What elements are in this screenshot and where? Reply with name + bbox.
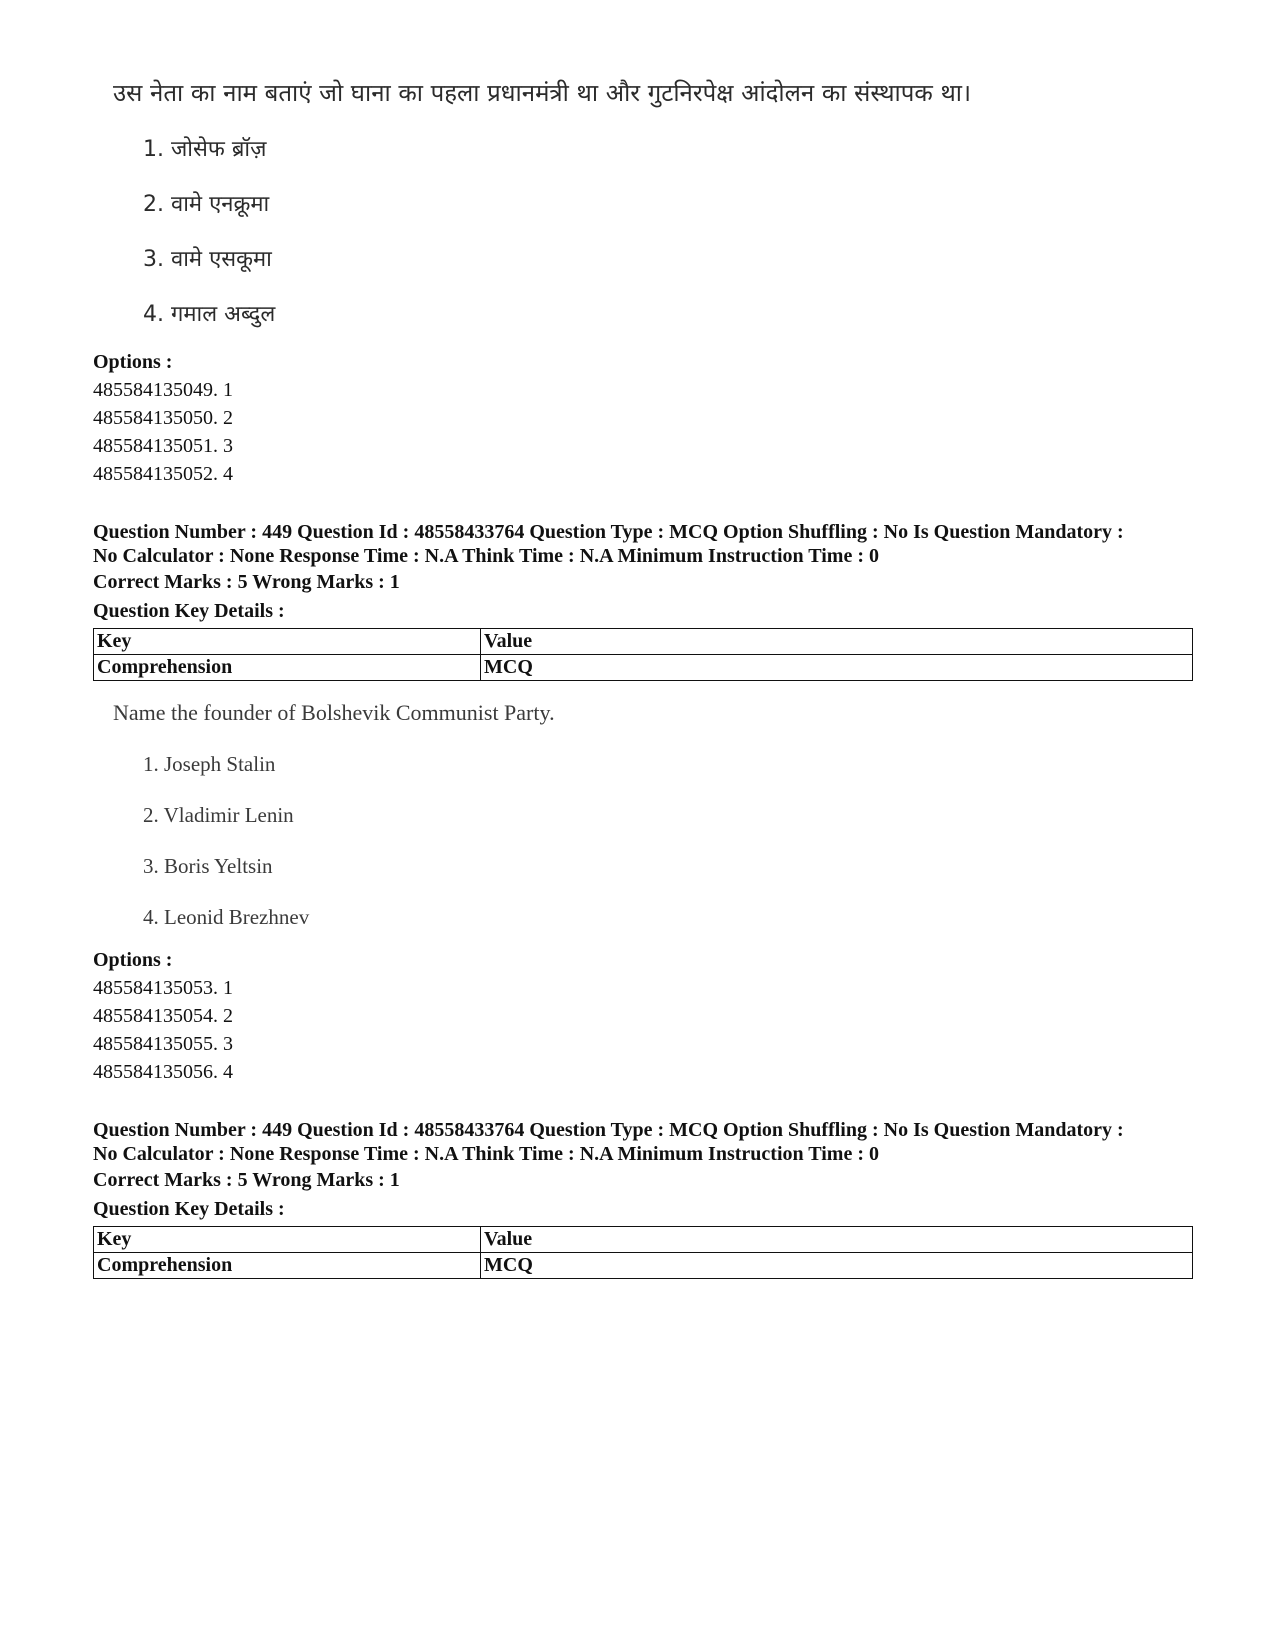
- cell-value: MCQ: [481, 655, 1193, 681]
- choice-1: 1. Joseph Stalin: [143, 752, 276, 776]
- marks-line: Correct Marks : 5 Wrong Marks : 1: [93, 571, 400, 593]
- option-line: 485584135053. 1: [93, 977, 233, 999]
- options-list-b: [93, 946, 1193, 1086]
- option-line: 485584135056. 4: [93, 1061, 233, 1083]
- choice-3: 3. वामे एसकूमा: [143, 247, 272, 272]
- key-details-title: Question Key Details :: [93, 600, 285, 622]
- choice-1: 1. जोसेफ ब्रॉज़: [143, 137, 267, 162]
- option-line: 485584135054. 2: [93, 1005, 233, 1027]
- meta-line-1: Question Number : 449 Question Id : 48558433764 Question Type : MCQ Option Shuffling : No Is Question Mandatory :: [93, 1119, 1124, 1141]
- key-details-title: Question Key Details :: [93, 1198, 285, 1220]
- question-meta-1: [93, 520, 1193, 681]
- question-meta-2: [93, 1118, 1193, 1279]
- meta-line-2: No Calculator : None Response Time : N.A Think Time : N.A Minimum Instruction Time : 0: [93, 1143, 879, 1165]
- question-stem: Name the founder of Bolshevik Communist Party.: [113, 700, 555, 725]
- header-value: Value: [481, 629, 1193, 655]
- option-line: 485584135055. 3: [93, 1033, 233, 1055]
- option-line: 485584135050. 2: [93, 407, 233, 429]
- table-row: [94, 1253, 1193, 1279]
- table-header-row: [94, 629, 1193, 655]
- choice-3: 3. Boris Yeltsin: [143, 854, 273, 878]
- choice-2: 2. वामे एनक्रूमा: [143, 192, 270, 217]
- marks-line: Correct Marks : 5 Wrong Marks : 1: [93, 1169, 400, 1191]
- meta-line-1: Question Number : 449 Question Id : 48558433764 Question Type : MCQ Option Shuffling : No Is Question Mandatory :: [93, 521, 1124, 543]
- choice-2: 2. Vladimir Lenin: [143, 803, 294, 827]
- cell-key: Comprehension: [94, 1253, 481, 1279]
- cell-key: Comprehension: [94, 655, 481, 681]
- key-value-table: [93, 628, 1193, 681]
- choice-4: 4. गमाल अब्दुल: [143, 302, 276, 327]
- header-key: Key: [94, 629, 481, 655]
- option-line: 485584135052. 4: [93, 463, 233, 485]
- header-value: Value: [481, 1227, 1193, 1253]
- meta-line-2: No Calculator : None Response Time : N.A Think Time : N.A Minimum Instruction Time : 0: [93, 545, 879, 567]
- key-value-table: [93, 1226, 1193, 1279]
- question-hindi: [113, 76, 972, 327]
- options-list-a: [93, 348, 1193, 488]
- question-english: [113, 700, 555, 929]
- options-title: Options :: [93, 949, 173, 971]
- question-stem: उस नेता का नाम बताएं जो घाना का पहला प्रधानमंत्री था और गुटनिरपेक्ष आंदोलन का संस्थापक था।: [113, 79, 972, 107]
- table-header-row: [94, 1227, 1193, 1253]
- option-line: 485584135051. 3: [93, 435, 233, 457]
- choice-4: 4. Leonid Brezhnev: [143, 905, 310, 929]
- options-title: Options :: [93, 351, 173, 373]
- option-line: 485584135049. 1: [93, 379, 233, 401]
- cell-value: MCQ: [481, 1253, 1193, 1279]
- table-row: [94, 655, 1193, 681]
- header-key: Key: [94, 1227, 481, 1253]
